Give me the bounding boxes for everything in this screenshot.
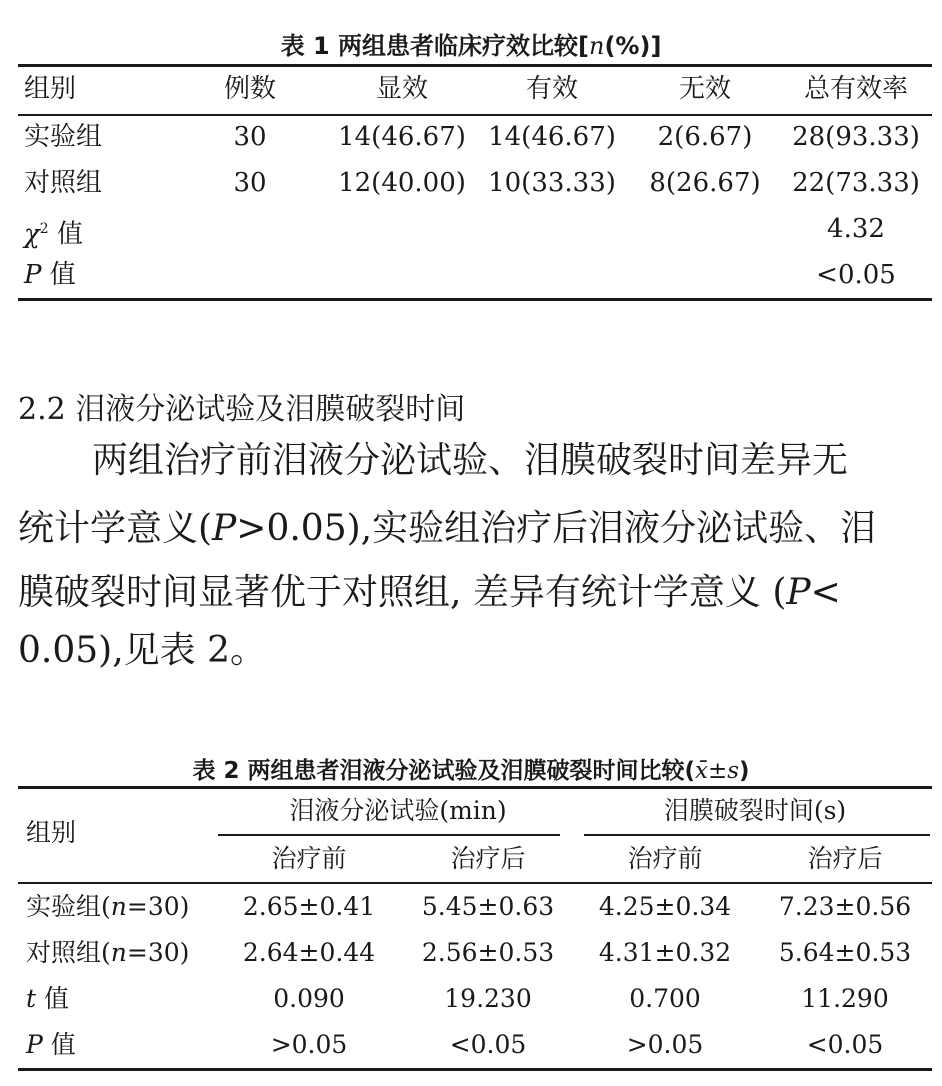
table2-bottom-rule: [18, 1068, 932, 1071]
t2-row2-label-b: =30): [126, 938, 190, 967]
t2-t-val1: 0.090: [273, 984, 345, 1013]
t1-header-marked: 显效: [375, 74, 429, 104]
t1-chi-superscript: 2: [39, 221, 49, 237]
t2-row2-val3: 4.31±0.32: [598, 938, 732, 967]
t2-span2-underline: [584, 834, 930, 836]
t1-row2-count: 30: [233, 168, 267, 198]
t2-t-val3: 0.700: [629, 984, 701, 1013]
paragraph-line-2-a: 统计学意义(: [18, 508, 213, 549]
t1-row1-count: 30: [233, 122, 267, 152]
paragraph-line-2-p: P: [212, 508, 237, 549]
t2-row2-label: [26, 938, 189, 968]
t2-subheader-3: 治疗前: [627, 844, 703, 873]
t2-p-val3: >0.05: [626, 1030, 704, 1059]
t1-header-total-rate: 总有效率: [803, 74, 909, 104]
t1-row1-group: 实验组: [24, 122, 103, 152]
table1-top-rule: [18, 64, 932, 67]
t2-row2-label-n: n: [110, 938, 127, 967]
t1-chi-text: 值: [48, 219, 83, 250]
t1-row2-invalid: 8(26.67): [649, 168, 761, 198]
paragraph-line-3: [18, 572, 841, 614]
t2-header-span-tear: 泪液分泌试验(min): [289, 796, 507, 825]
t2-row2-val1: 2.64±0.44: [242, 938, 376, 967]
t2-row2-val2: 2.56±0.53: [421, 938, 555, 967]
t2-p-val2: <0.05: [449, 1030, 527, 1059]
t2-t-symbol: t: [26, 984, 37, 1013]
paragraph-line-3-a: 膜破裂时间显著优于对照组, 差异有统计学意义 (: [18, 572, 787, 613]
t2-p-text: 值: [42, 1030, 76, 1059]
table1-bottom-rule: [18, 298, 932, 301]
t1-row1-invalid: 2(6.67): [657, 122, 753, 152]
t1-row1-total-rate: 28(93.33): [792, 122, 920, 152]
t2-row1-val2: 5.45±0.63: [421, 892, 555, 921]
paragraph-line-2: [18, 508, 876, 550]
t1-p-value: <0.05: [816, 260, 896, 290]
paragraph-line-1: 两组治疗前泪液分泌试验、泪膜破裂时间差异无: [92, 440, 849, 481]
table1-caption-prefix: 表 1 两组患者临床疗效比较[: [280, 32, 589, 60]
table2-caption-pm: ±: [707, 758, 728, 784]
t2-row2-val4: 5.64±0.53: [778, 938, 912, 967]
t2-t-val4: 11.290: [801, 984, 889, 1013]
t1-row2-effective: 10(33.33): [488, 168, 616, 198]
table1-caption-n: n: [588, 32, 605, 60]
t1-chi-value: 4.32: [827, 214, 885, 244]
t2-p-label: [26, 1030, 76, 1060]
t2-row1-label: [26, 892, 189, 922]
table2-caption-suffix: ): [739, 758, 750, 784]
t1-row2-marked: 12(40.00): [338, 168, 466, 198]
table1-caption: [0, 26, 942, 61]
t2-subheader-2: 治疗后: [450, 844, 526, 873]
t1-header-effective: 有效: [525, 74, 579, 104]
t1-header-invalid: 无效: [678, 74, 732, 104]
t2-t-text: 值: [36, 984, 69, 1013]
t2-row1-label-b: =30): [126, 892, 190, 921]
table2-caption: [0, 752, 942, 785]
t2-header-group: 组别: [26, 818, 77, 847]
t2-row1-label-n: n: [110, 892, 127, 921]
t2-p-symbol: P: [26, 1030, 43, 1059]
t2-t-label: [26, 984, 69, 1014]
t1-chi-label: [24, 214, 83, 250]
t1-row2-group: 对照组: [24, 168, 103, 198]
t1-header-count: 例数: [223, 74, 277, 104]
t1-row2-total-rate: 22(73.33): [792, 168, 920, 198]
table2-caption-xbar: x̄: [694, 758, 708, 784]
table2-top-rule: [18, 786, 932, 789]
t2-row1-val3: 4.25±0.34: [598, 892, 732, 921]
t1-p-symbol: P: [24, 260, 42, 290]
table2-caption-s: s: [727, 758, 740, 784]
t2-row2-label-a: 对照组(: [26, 938, 111, 967]
section-heading: 2.2 泪液分泌试验及泪膜破裂时间: [18, 392, 466, 427]
t1-chi-symbol: χ: [24, 219, 40, 250]
t1-p-label: [24, 260, 76, 290]
paragraph-line-3-p: P: [786, 572, 811, 613]
t2-subheader-1: 治疗前: [271, 844, 347, 873]
paragraph-line-2-b: >0.05),实验组治疗后泪液分泌试验、泪: [236, 508, 877, 549]
t2-p-val4: <0.05: [806, 1030, 884, 1059]
table1-caption-suffix: (%)]: [604, 32, 662, 60]
t2-row1-val1: 2.65±0.41: [242, 892, 376, 921]
t1-p-text: 值: [41, 260, 76, 290]
t2-span1-underline: [218, 834, 560, 836]
t1-header-group: 组别: [24, 74, 77, 104]
paragraph-line-4: 0.05),见表 2。: [18, 630, 266, 671]
t1-row1-marked: 14(46.67): [338, 122, 466, 152]
table2-header-rule: [18, 882, 932, 884]
t2-row1-label-a: 实验组(: [26, 892, 111, 921]
t2-t-val2: 19.230: [444, 984, 532, 1013]
t2-subheader-4: 治疗后: [807, 844, 883, 873]
paragraph-line-3-b: <: [810, 572, 841, 613]
table1-header-rule: [18, 114, 932, 116]
t2-p-val1: >0.05: [270, 1030, 348, 1059]
t1-row1-effective: 14(46.67): [488, 122, 616, 152]
t2-header-span-film: 泪膜破裂时间(s): [663, 796, 847, 825]
t2-row1-val4: 7.23±0.56: [778, 892, 912, 921]
table2-caption-prefix: 表 2 两组患者泪液分泌试验及泪膜破裂时间比较(: [192, 758, 695, 784]
